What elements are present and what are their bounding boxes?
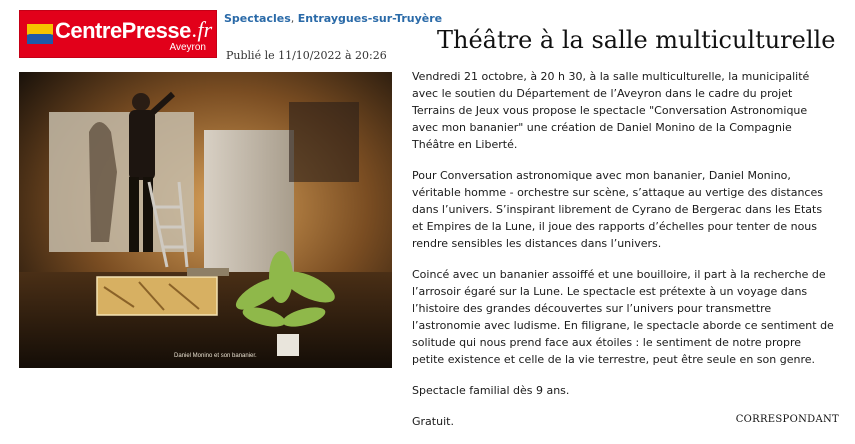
- publish-date: Publié le 11/10/2022 à 20:26: [226, 49, 387, 62]
- article-paragraph: Gratuit.: [412, 415, 454, 428]
- breadcrumb-link-spectacles[interactable]: Spectacles: [224, 12, 291, 25]
- occitanie-flag-icon: [27, 24, 53, 44]
- article-paragraph: Vendredi 21 octobre, à 20 h 30, à la salle multiculturelle, la municipalité avec le soutien du Département de l’Aveyron dans le cadre du projet Terrains de Jeux vous propose le spectacle "Conversation Astronomique avec mon bananier" une création de Daniel Monino de la Compagnie Théâtre en Liberté.: [412, 70, 810, 151]
- stage-scene-illustration: [19, 72, 392, 368]
- article-paragraph: Coincé avec un bananier assoiffé et une bouilloire, il part à la recherche de l’arrosoir égaré sur la Lune. Le spectacle est prétexte à un voyage dans l’histoire des grandes découvertes sur l’univers pour transmettre l’astronomie avec ludisme. En filigrane, le spectacle aborde ce sentiment de solitude qui nous prend face aux étoiles : le sentiment de notre propre petite existence et celle de la vie terrestre, peut être seule en son genre.: [412, 268, 834, 366]
- site-logo[interactable]: [19, 10, 217, 58]
- logo-tld: .fr: [192, 17, 213, 42]
- logo-brand: CentrePresse: [55, 18, 191, 43]
- article-body: [412, 68, 836, 444]
- article-byline: CORRESPONDANT: [735, 414, 839, 425]
- article-paragraph: Pour Conversation astronomique avec mon bananier, Daniel Monino, véritable homme - orchestre sur scène, s’attaque au vertige des distances dans l’univers. S’inspirant librement de Cyrano de Bergerac dans les Etats et Empires de la Lune, il joue des rapports d’échelles pour tenter de nous rendre sensibles les distances dans l’univers.: [412, 169, 823, 250]
- article-title: Théâtre à la salle multiculturelle: [437, 26, 836, 54]
- breadcrumb: [224, 12, 442, 25]
- breadcrumb-link-entraygues[interactable]: Entraygues-sur-Truyère: [297, 12, 443, 25]
- logo-region: Aveyron: [169, 42, 206, 53]
- article-photo: [19, 72, 392, 368]
- image-caption: Daniel Monino et son bananier.: [174, 353, 257, 359]
- article-paragraph: Spectacle familial dès 9 ans.: [412, 384, 570, 397]
- breadcrumb-separator: ,: [290, 12, 295, 25]
